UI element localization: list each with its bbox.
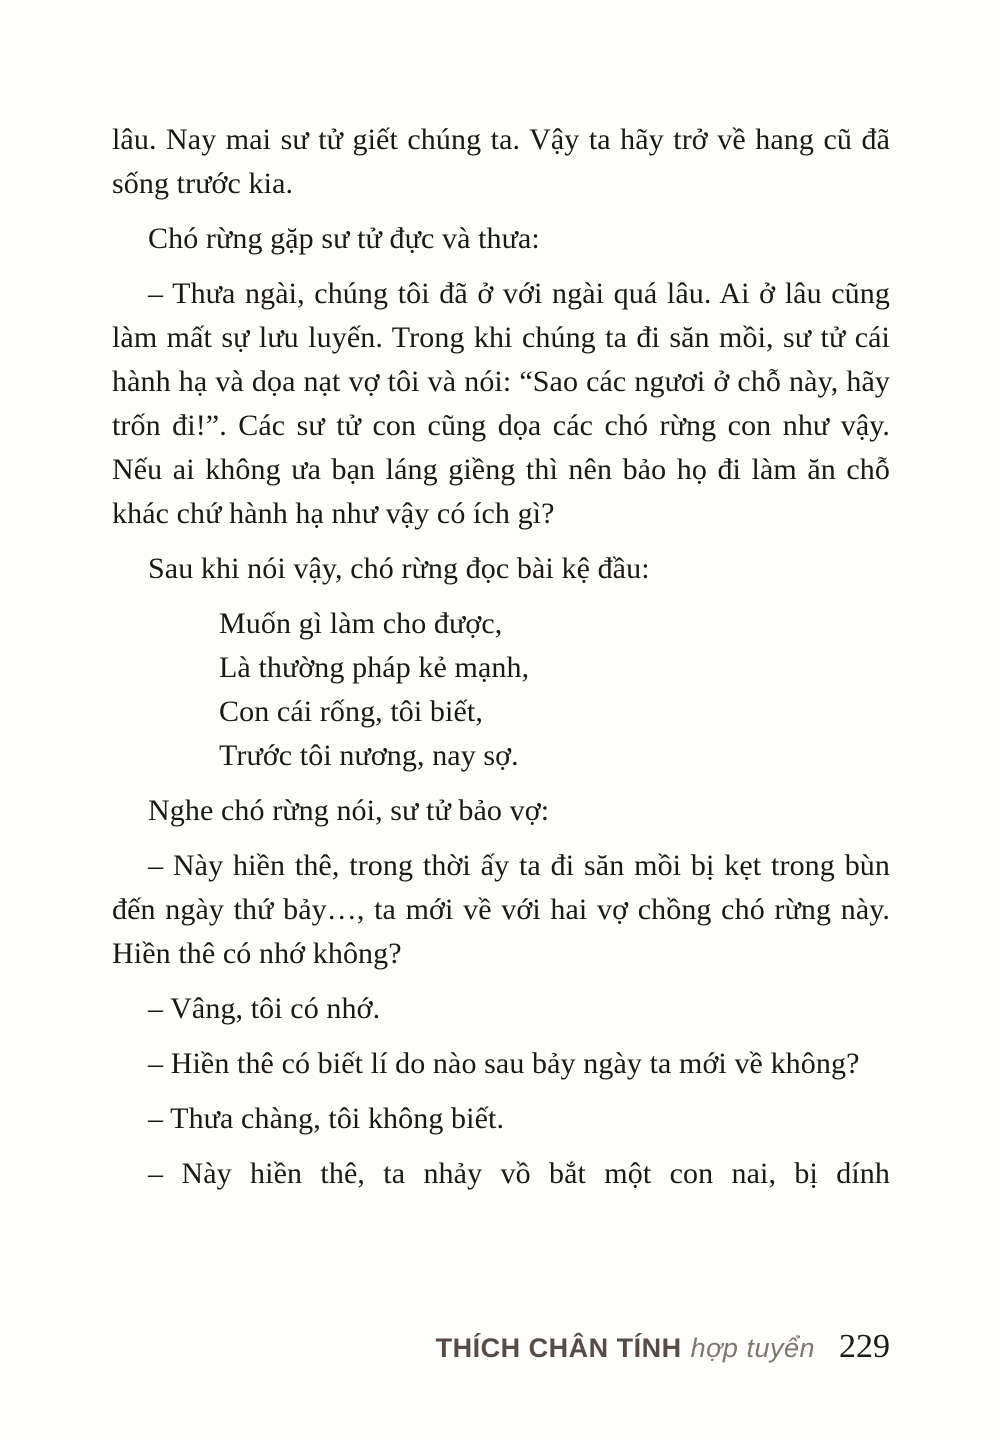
paragraph-lion-question: – Hiền thê có biết lí do nào sau bảy ngày ta mới về không?: [148, 1047, 860, 1080]
paragraph-lion-recalls: – Này hiền thê, trong thời ấy ta đi săn mồi bị kẹt trong bùn đến ngày thứ bảy…, ta mới về với hai vợ chồng chó rừng này. Hiền thê có nhớ không?: [112, 849, 890, 970]
paragraph-lion-tells-wife: Nghe chó rừng nói, sư tử bảo vợ:: [148, 794, 550, 827]
page-footer: [436, 1328, 890, 1366]
verse-line-4: Trước tôi nương, nay sợ.: [219, 739, 519, 772]
paragraph-continued-from-previous-page: lâu. Nay mai sư tử giết chúng ta. Vậy ta hãy trở về hang cũ đã sống trước kia.: [112, 123, 890, 200]
paragraph-wife-reply-2: – Thưa chàng, tôi không biết.: [148, 1102, 505, 1135]
paragraph-jackal-speech: – Thưa ngài, chúng tôi đã ở với ngài quá lâu. Ai ở lâu cũng làm mất sự lưu luyến. Trong khi chúng ta đi săn mồi, sư tử cái hành hạ và dọa nạt vợ tôi và nói: “Sao các ngươi ở chỗ này, hãy trốn đi!”. Các sư tử con cũng dọa các chó rừng con như vậy. Nếu ai không ưa bạn láng giềng thì nên bảo họ đi làm ăn chỗ khác chứ hành hạ như vậy có ích gì?: [112, 277, 890, 530]
paragraph-verse-intro: Sau khi nói vậy, chó rừng đọc bài kệ đầu:: [148, 552, 650, 585]
verse-block: [219, 602, 890, 778]
verse-line-3: Con cái rống, tôi biết,: [219, 695, 483, 728]
footer-author-name: THÍCH CHÂN TÍNH: [435, 1333, 682, 1363]
paragraph-cut-off-at-page-end: – Này hiền thê, ta nhảy vồ bắt một con nai, bị dính: [148, 1157, 890, 1190]
verse-line-2: Là thường pháp kẻ mạnh,: [219, 651, 530, 684]
page-number: 229: [839, 1328, 890, 1365]
paragraph-wife-reply-1: – Vâng, tôi có nhớ.: [148, 992, 381, 1025]
text-column: [112, 118, 890, 1196]
footer-collection-title: hợp tuyển: [690, 1333, 815, 1363]
verse-line-1: Muốn gì làm cho được,: [219, 607, 503, 640]
paragraph-jackal-meets-lion: Chó rừng gặp sư tử đực và thưa:: [148, 222, 540, 255]
